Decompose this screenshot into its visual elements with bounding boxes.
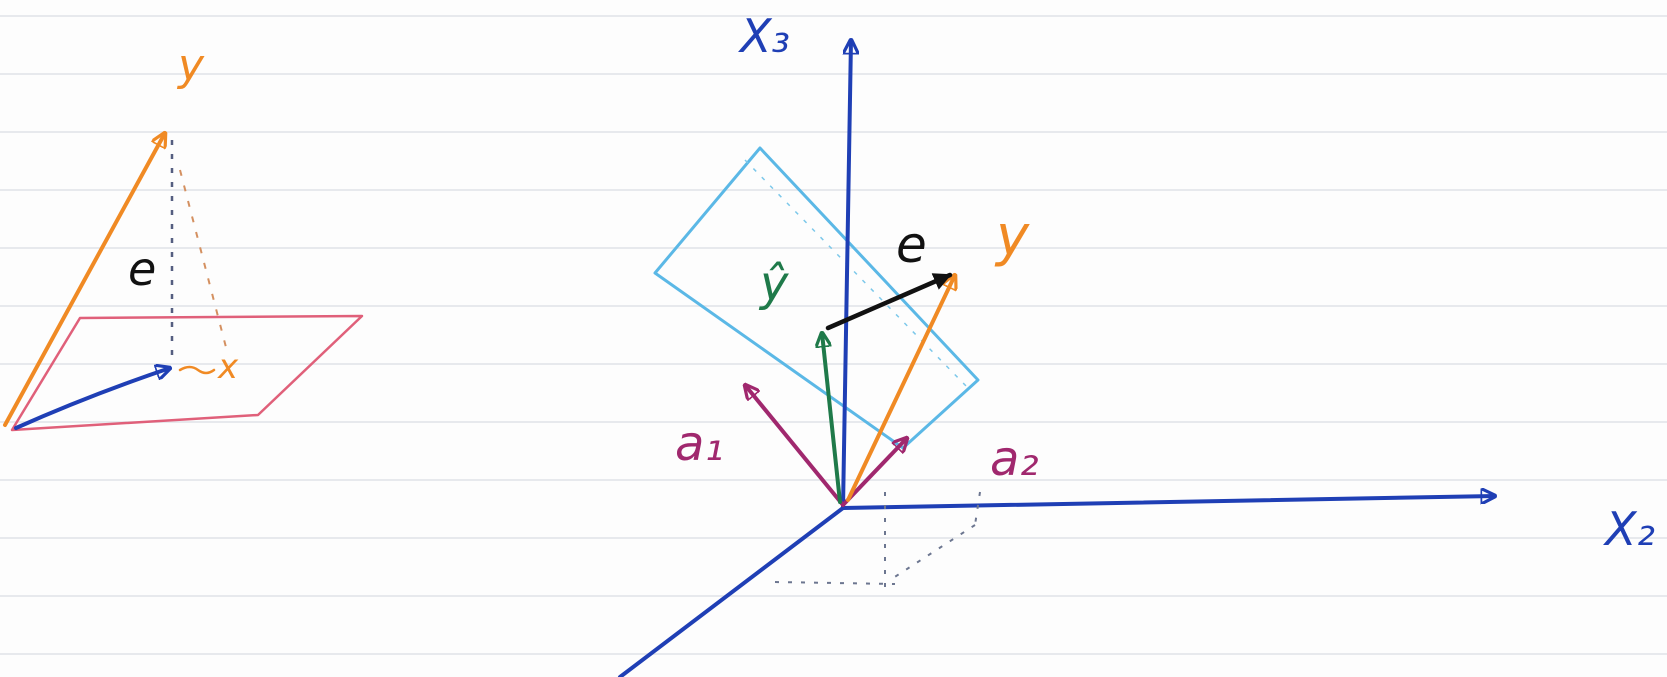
right-figure — [620, 9, 1655, 677]
a1-label: a₁ — [675, 416, 724, 472]
left-e-label: e — [128, 242, 157, 296]
left-figure — [5, 40, 362, 430]
left-orange-dashed — [180, 170, 228, 355]
left-projection-vector — [16, 368, 170, 428]
right-plane — [655, 148, 978, 448]
x2-axis-label: X₂ — [1605, 502, 1655, 556]
right-y-vector — [848, 275, 955, 500]
left-tilde — [180, 367, 214, 373]
y-hat-label: ŷ — [760, 256, 789, 312]
ruled-lines — [0, 16, 1667, 654]
right-y-label: y — [996, 204, 1030, 269]
left-x-label: x — [218, 347, 239, 387]
x3-axis — [843, 40, 851, 508]
x2-axis — [843, 496, 1495, 508]
left-plane — [12, 316, 362, 430]
x1-axis — [620, 508, 843, 677]
y-hat-vector — [822, 333, 840, 502]
x3-axis-label: X₃ — [740, 9, 790, 63]
left-y-label: y — [178, 40, 205, 91]
right-e-label: e — [896, 216, 927, 274]
a2-label: a₂ — [990, 431, 1039, 487]
